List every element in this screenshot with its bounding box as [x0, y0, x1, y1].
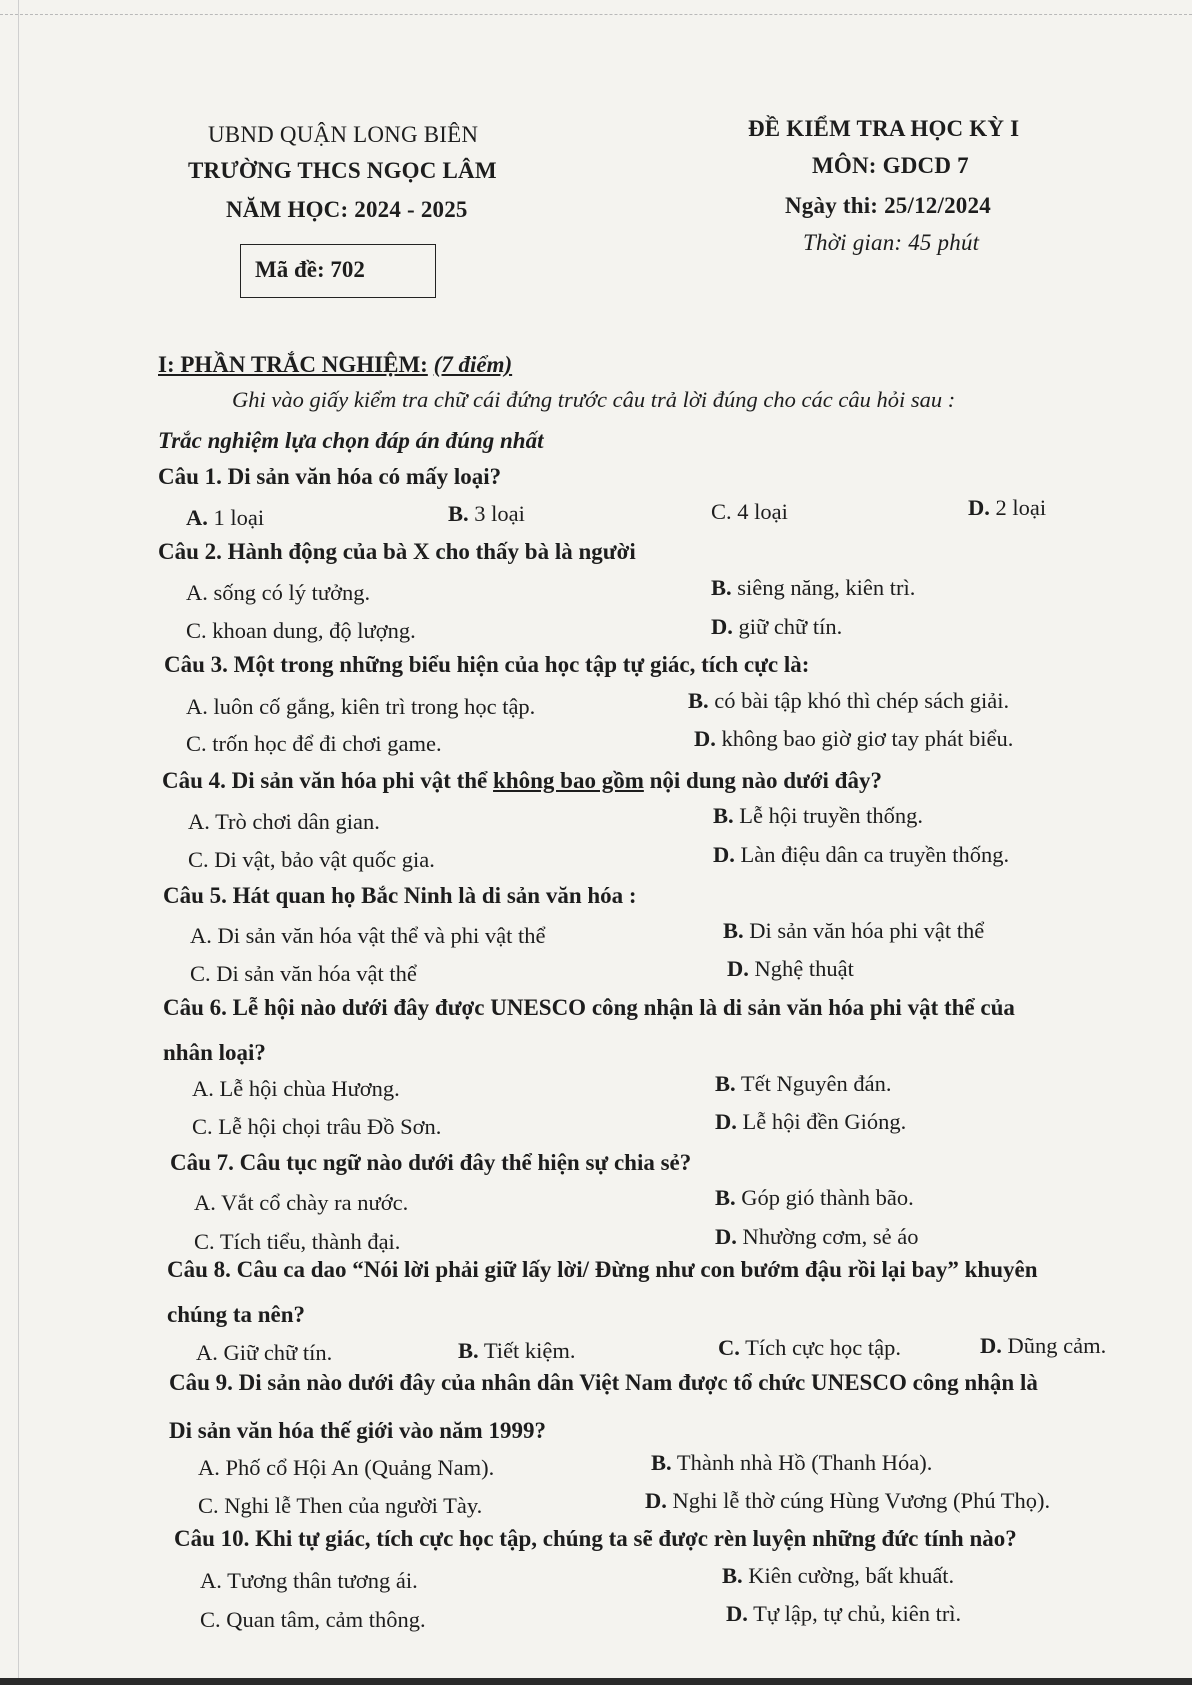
q10-option-b: B. Kiên cường, bất khuất.: [722, 1563, 955, 1588]
q6-option-d: D. Lễ hội đền Gióng.: [715, 1109, 907, 1134]
section-points: (7 điểm): [433, 352, 513, 377]
q1-option-d: D. 2 loại: [968, 495, 1047, 520]
q6-option-a: A. Lễ hội chùa Hương.: [192, 1076, 400, 1101]
q10-option-a: A. Tương thân tương ái.: [200, 1568, 418, 1593]
q8-option-a: A. Giữ chữ tín.: [196, 1340, 333, 1365]
q5-option-c: C. Di sản văn hóa vật thể: [190, 961, 417, 986]
q6-option-c: C. Lễ hội chọi trâu Đồ Sơn.: [192, 1114, 442, 1139]
exam-title: ĐỀ KIỂM TRA HỌC KỲ I: [748, 116, 1020, 141]
question-8-line-2: chúng ta nên?: [167, 1302, 306, 1327]
q10-option-c: C. Quan tâm, cảm thông.: [200, 1607, 426, 1632]
q1-option-c: C. 4 loại: [711, 499, 788, 524]
q7-option-b: B. Góp gió thành bão.: [715, 1185, 914, 1210]
q2-option-b: B. siêng năng, kiên trì.: [711, 575, 916, 600]
q5-option-a: A. Di sản văn hóa vật thể và phi vật thể: [190, 923, 546, 948]
exam-duration: Thời gian: 45 phút: [803, 230, 980, 255]
question-6-line-2: nhân loại?: [163, 1040, 266, 1065]
q9-option-d: D. Nghi lễ thờ cúng Hùng Vương (Phú Thọ).: [645, 1488, 1051, 1513]
question-1: Câu 1. Di sản văn hóa có mấy loại?: [158, 464, 502, 489]
q6-option-b: B. Tết Nguyên đán.: [715, 1071, 892, 1096]
school-name: TRƯỜNG THCS NGỌC LÂM: [188, 158, 497, 183]
scan-top-edge: [0, 0, 1192, 15]
question-9-line-2: Di sản văn hóa thế giới vào năm 1999?: [169, 1418, 546, 1443]
q7-option-d: D. Nhường cơm, sẻ áo: [715, 1224, 919, 1249]
exam-subject: MÔN: GDCD 7: [812, 153, 969, 178]
q10-option-d: D. Tự lập, tự chủ, kiên trì.: [726, 1601, 962, 1626]
q3-option-d: D. không bao giờ giơ tay phát biểu.: [694, 726, 1014, 751]
q4-option-a: A. Trò chơi dân gian.: [188, 809, 380, 834]
q7-option-c: C. Tích tiểu, thành đại.: [194, 1229, 401, 1254]
q3-option-b: B. có bài tập khó thì chép sách giải.: [688, 688, 1010, 713]
q1-option-a: A. 1 loại: [186, 505, 265, 530]
question-4: Câu 4. Di sản văn hóa phi vật thể không bao gồm nội dung nào dưới đây?: [162, 768, 882, 793]
question-9-line-1: Câu 9. Di sản nào dưới đây của nhân dân Việt Nam được tổ chức UNESCO công nhận là: [169, 1370, 1038, 1395]
section-subtitle: Trắc nghiệm lựa chọn đáp án đúng nhất: [158, 428, 544, 453]
section-heading: [158, 352, 512, 378]
q2-option-a: A. sống có lý tưởng.: [186, 580, 371, 605]
question-8-line-1: Câu 8. Câu ca dao “Nói lời phải giữ lấy lời/ Đừng như con bướm đậu rồi lại bay” khuyên: [167, 1257, 1038, 1282]
question-10: Câu 10. Khi tự giác, tích cực học tập, chúng ta sẽ được rèn luyện những đức tính nào?: [174, 1526, 1017, 1551]
school-year: NĂM HỌC: 2024 - 2025: [226, 197, 468, 222]
q4-option-c: C. Di vật, bảo vật quốc gia.: [188, 847, 435, 872]
q9-option-c: C. Nghi lễ Then của người Tày.: [198, 1493, 483, 1518]
question-7: Câu 7. Câu tục ngữ nào dưới đây thể hiện sự chia sẻ?: [170, 1150, 692, 1175]
q8-option-d: D. Dũng cảm.: [980, 1333, 1107, 1358]
exam-code: Mã đề: 702: [255, 257, 365, 282]
q5-option-b: B. Di sản văn hóa phi vật thể: [723, 918, 985, 943]
q7-option-a: A. Vắt cổ chày ra nước.: [194, 1190, 409, 1215]
q2-option-d: D. giữ chữ tín.: [711, 614, 843, 639]
exam-date: Ngày thi: 25/12/2024: [785, 193, 991, 218]
q2-option-c: C. khoan dung, độ lượng.: [186, 618, 416, 643]
district-name: UBND QUẬN LONG BIÊN: [208, 122, 479, 147]
q8-option-b: B. Tiết kiệm.: [458, 1338, 576, 1363]
q3-option-a: A. luôn cố gắng, kiên trì trong học tập.: [186, 694, 536, 719]
exam-code-box: [240, 244, 436, 298]
q4-option-d: D. Làn điệu dân ca truyền thống.: [713, 842, 1010, 867]
instruction: Ghi vào giấy kiểm tra chữ cái đứng trước câu trả lời đúng cho các câu hỏi sau :: [232, 387, 956, 412]
q9-option-a: A. Phố cổ Hội An (Quảng Nam).: [198, 1455, 495, 1480]
q3-option-c: C. trốn học để đi chơi game.: [186, 731, 442, 756]
q8-option-c: C. Tích cực học tập.: [718, 1335, 901, 1360]
q1-option-b: B. 3 loại: [448, 501, 525, 526]
section-title: I: PHẦN TRẮC NGHIỆM:: [158, 352, 428, 377]
question-2: Câu 2. Hành động của bà X cho thấy bà là người: [158, 539, 636, 564]
question-5: Câu 5. Hát quan họ Bắc Ninh là di sản văn hóa :: [163, 883, 637, 908]
q9-option-b: B. Thành nhà Hồ (Thanh Hóa).: [651, 1450, 933, 1475]
scan-bottom-edge: [0, 1678, 1192, 1685]
scan-left-edge: [18, 0, 19, 1685]
q4-option-b: B. Lễ hội truyền thống.: [713, 803, 923, 828]
question-3: Câu 3. Một trong những biểu hiện của học tập tự giác, tích cực là:: [164, 652, 810, 677]
question-6-line-1: Câu 6. Lễ hội nào dưới đây được UNESCO công nhận là di sản văn hóa phi vật thể của: [163, 995, 1015, 1020]
q5-option-d: D. Nghệ thuật: [727, 956, 854, 981]
